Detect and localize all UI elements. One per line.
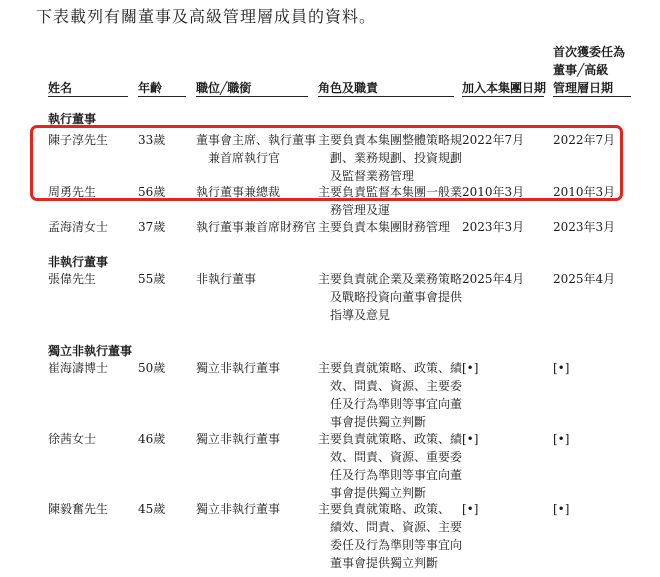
- row-role: 主要負責就策略、政策、績 效、問責、資源、重要委 任及行為準則等事宜向董 事會提供獨立判斷: [318, 432, 463, 500]
- row-join-date: 2010年3月: [462, 185, 525, 199]
- row-name: 陳毅奮先生: [48, 502, 109, 516]
- row-join-date: [•]: [462, 361, 479, 375]
- row-position: 獨立非執行董事: [196, 502, 281, 516]
- row-age: 50歲: [138, 361, 166, 375]
- row-appoint-date: [•]: [553, 432, 570, 446]
- row-appoint-date: 2022年7月: [553, 133, 616, 147]
- row-join-date: [•]: [462, 502, 479, 516]
- header-appoint-line2: 董事╱高級: [553, 63, 609, 77]
- row-age: 55歲: [138, 272, 166, 286]
- header-position: 職位╱職銜: [196, 81, 252, 95]
- row-age: 33歲: [138, 133, 166, 147]
- row-position: 執行董事兼首席財務官: [196, 220, 317, 234]
- header-rule: [48, 96, 128, 97]
- row-position: 執行董事兼總裁: [196, 185, 281, 199]
- row-appoint-date: 2023年3月: [553, 220, 616, 234]
- row-join-date: 2022年7月: [462, 133, 525, 147]
- row-position: 董事會主席、執行董事 兼首席執行官: [196, 133, 317, 165]
- header-rule: [138, 96, 186, 97]
- row-age: 56歲: [138, 185, 166, 199]
- section-independent: 獨立非執行董事: [48, 344, 133, 358]
- row-join-date: [•]: [462, 432, 479, 446]
- row-role: 主要負責監督本集團一般業 務管理及運: [318, 185, 463, 217]
- row-role: 主要負責就企業及業務策略 及戰略投資向董事會提供 指導及意見: [318, 272, 463, 322]
- row-join-date: 2025年4月: [462, 272, 525, 286]
- header-age: 年齡: [138, 81, 163, 95]
- row-appoint-date: [•]: [553, 361, 570, 375]
- row-appoint-date: 2010年3月: [553, 185, 616, 199]
- header-name: 姓名: [48, 81, 73, 95]
- header-rule: [553, 96, 631, 97]
- row-name: 周勇先生: [48, 185, 97, 199]
- row-appoint-date: 2025年4月: [553, 272, 616, 286]
- row-name: 孟海清女士: [48, 220, 109, 234]
- highlight-box: [30, 125, 623, 201]
- row-appoint-date: [•]: [553, 502, 570, 516]
- header-role: 角色及職責: [318, 81, 379, 95]
- header-join-date: 加入本集團日期: [462, 81, 547, 95]
- header-rule: [462, 96, 544, 97]
- row-role: 主要負責本集團財務管理: [318, 220, 451, 234]
- row-position: 獨立非執行董事: [196, 432, 281, 446]
- header-rule: [196, 96, 308, 97]
- row-age: 46歲: [138, 432, 166, 446]
- row-name: 徐茜女士: [48, 432, 97, 446]
- row-position: 非執行董事: [196, 272, 257, 286]
- row-name: 張偉先生: [48, 272, 97, 286]
- row-role: 主要負責就策略、政策、 績效、問責、資源、主要 委任及行為準則等事宜向 董事會提供獨立判斷: [318, 502, 463, 570]
- section-executive: 執行董事: [48, 112, 97, 126]
- row-join-date: 2023年3月: [462, 220, 525, 234]
- section-non-executive: 非執行董事: [48, 255, 109, 269]
- row-role: 主要負責就策略、政策、績 效、問責、資源、主要委 任及行為準則等事宜向董 事會提供獨立判斷: [318, 361, 463, 429]
- row-name: 崔海濤博士: [48, 361, 109, 375]
- row-age: 37歲: [138, 220, 166, 234]
- row-position: 獨立非執行董事: [196, 361, 281, 375]
- row-role: 主要負責本集團整體策略規 劃、業務規劃、投資規劃 及監督業務管理: [318, 133, 463, 183]
- header-appoint-line3: 管理層日期: [553, 81, 614, 95]
- header-rule: [318, 96, 454, 97]
- intro-text: 下表載列有關董事及高級管理層成員的資料。: [36, 7, 377, 26]
- header-appoint-line1: 首次獲委任為: [553, 45, 626, 59]
- row-age: 45歲: [138, 502, 166, 516]
- row-name: 陳子淳先生: [48, 133, 109, 147]
